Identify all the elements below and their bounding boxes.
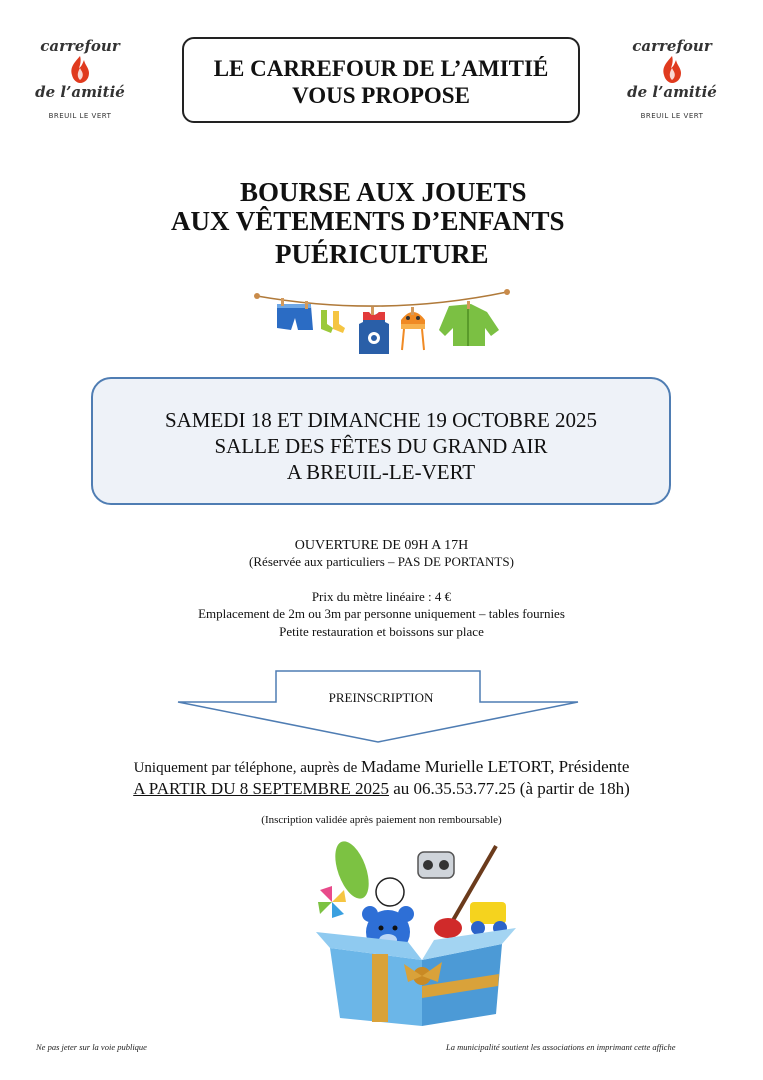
event-title-line2: AUX VÊTEMENTS D’ENFANTS: [171, 206, 565, 236]
food-line: Petite restauration et boissons sur place: [279, 624, 484, 639]
logo-text-line1: carrefour: [632, 37, 712, 55]
phone-line: [0, 779, 763, 799]
flame-icon: [61, 54, 99, 84]
toy-truck-icon: [470, 902, 507, 935]
logo-text-line1: carrefour: [40, 37, 120, 55]
price-line: Prix du mètre linéaire : 4 €: [311, 589, 452, 604]
contact-name: Madame Murielle LETORT, Présidente: [361, 757, 630, 776]
ball-icon: [376, 878, 404, 906]
phone-number: au 06.35.53.77.25 (à partir de 18h): [388, 779, 630, 798]
reserved-note: (Réservée aux particuliers – PAS DE PORTANTS): [249, 554, 514, 569]
registration-start-date: A PARTIR DU 8 SEPTEMBRE 2025: [133, 779, 389, 798]
dates-line1: SAMEDI 18 ET DIMANCHE 19 OCTOBRE 2025: [164, 408, 598, 432]
header-line1: LE CARREFOUR DE L’AMITIÉ: [213, 56, 549, 81]
preinscription-label: PREINSCRIPTION: [328, 690, 434, 705]
pinwheel-icon: [318, 886, 346, 918]
down-arrow-banner: [176, 670, 580, 744]
hat-icon: [401, 312, 425, 350]
payment-note: (Inscription validée après paiement non remboursable): [261, 814, 502, 826]
logo-text-line2: de l’amitié: [35, 83, 125, 101]
header-line2: VOUS PROPOSE: [292, 83, 470, 108]
toy-box-illustration: [310, 836, 522, 1028]
jacket-icon: [439, 304, 499, 346]
header-box: [182, 37, 580, 123]
contact-line: [0, 757, 763, 778]
venue-line: SALLE DES FÊTES DU GRAND AIR: [214, 434, 548, 458]
association-logo-left: [30, 38, 130, 120]
association-logo-right: [622, 38, 722, 120]
gift-box-icon: [316, 928, 516, 1026]
skateboard-icon: [329, 837, 376, 903]
space-line: Emplacement de 2m ou 3m par personne uniquement – tables fournies: [198, 606, 565, 621]
town-line: A BREUIL-LE-VERT: [286, 460, 476, 484]
opening-hours: OUVERTURE DE 09H A 17H: [294, 538, 469, 553]
footer-left-note: Ne pas jeter sur la voie publique: [36, 1042, 147, 1052]
flame-icon: [653, 54, 691, 84]
phone-intro: Uniquement par téléphone, auprès de: [133, 760, 362, 776]
logo-text-line2: de l’amitié: [627, 83, 717, 101]
logo-place: BREUIL LE VERT: [640, 112, 704, 120]
socks-icon: [321, 310, 345, 333]
footer-right-note: La municipalité soutient les associations en imprimant cette affiche: [446, 1042, 676, 1052]
clothesline-illustration: [253, 284, 511, 362]
event-title-line3: PUÉRICULTURE: [275, 239, 489, 269]
tank-top-icon: [359, 312, 389, 354]
logo-place: BREUIL LE VERT: [48, 112, 112, 120]
robot-icon: [418, 852, 454, 878]
event-title-line1: BOURSE AUX JOUETS: [240, 177, 527, 207]
event-dates-box: [91, 377, 671, 505]
